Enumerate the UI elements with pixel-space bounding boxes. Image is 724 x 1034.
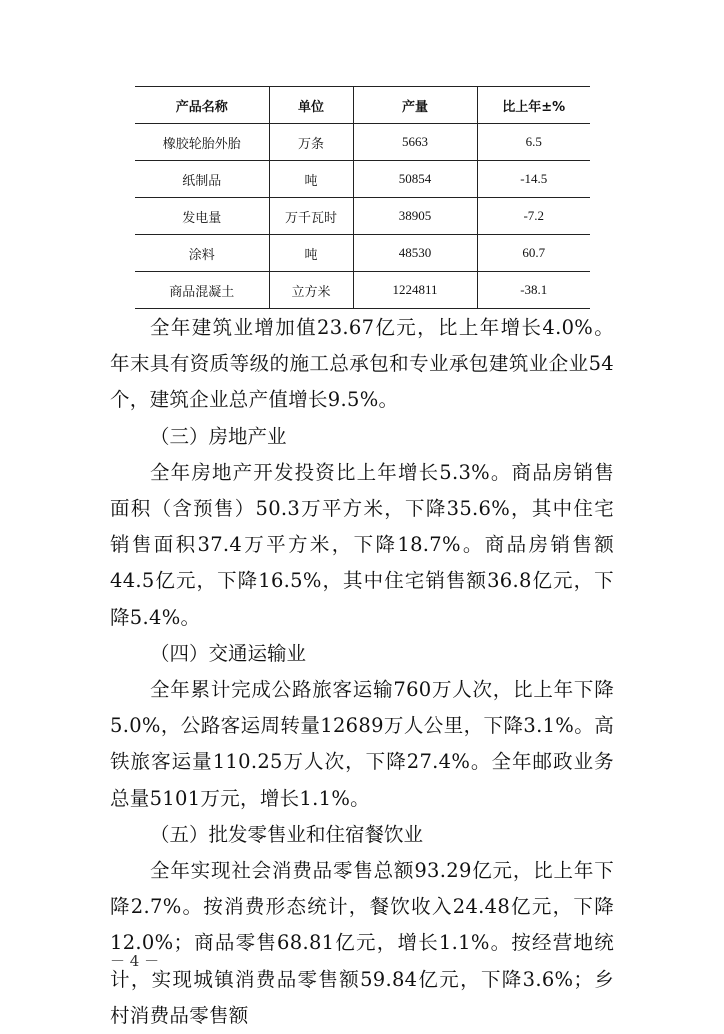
cell-change: 60.7	[477, 235, 590, 272]
cell-change: 6.5	[477, 124, 590, 161]
product-output-table	[135, 86, 590, 309]
retail-paragraph: 全年实现社会消费品零售总额93.29亿元，比上年下降2.7%。按消费形态统计，餐饮收入24.48亿元，下降12.0%；商品零售68.81亿元，增长1.1%。按经营地统计，实现城镇消费品零售额59.84亿元，下降3.6%；乡村消费品零售额	[110, 859, 614, 1027]
header-output: 产量	[353, 87, 477, 124]
cell-product: 纸制品	[135, 161, 269, 198]
product-output-table-container	[135, 86, 590, 309]
table-row	[135, 124, 590, 161]
cell-change: -38.1	[477, 272, 590, 309]
cell-unit: 万条	[269, 124, 353, 161]
table-row	[135, 272, 590, 309]
cell-output: 38905	[353, 198, 477, 235]
cell-change: -14.5	[477, 161, 590, 198]
document-body	[110, 310, 614, 1034]
cell-output: 48530	[353, 235, 477, 272]
cell-unit: 吨	[269, 161, 353, 198]
header-product-name: 产品名称	[135, 87, 269, 124]
cell-unit: 立方米	[269, 272, 353, 309]
table-header-row	[135, 87, 590, 124]
cell-change: -7.2	[477, 198, 590, 235]
header-change: 比上年±%	[477, 87, 590, 124]
transport-paragraph: 全年累计完成公路旅客运输760万人次，比上年下降5.0%，公路客运周转量12689万人公里，下降3.1%。高铁旅客运量110.25万人次，下降27.4%。全年邮政业务总量5101万元，增长1.1%。	[110, 678, 614, 810]
cell-product: 橡胶轮胎外胎	[135, 124, 269, 161]
cell-output: 50854	[353, 161, 477, 198]
retail-heading: （五）批发零售业和住宿餐饮业	[150, 822, 424, 846]
cell-output: 1224811	[353, 272, 477, 309]
cell-product: 涂料	[135, 235, 269, 272]
page-number: － 4 －	[110, 952, 160, 970]
real-estate-heading: （三）房地产业	[150, 424, 287, 448]
table-row	[135, 198, 590, 235]
cell-output: 5663	[353, 124, 477, 161]
cell-product: 发电量	[135, 198, 269, 235]
header-unit: 单位	[269, 87, 353, 124]
cell-unit: 万千瓦时	[269, 198, 353, 235]
real-estate-paragraph: 全年房地产开发投资比上年增长5.3%。商品房销售面积（含预售）50.3万平方米，下降35.6%，其中住宅销售面积37.4万平方米，下降18.7%。商品房销售额44.5亿元，下降16.5%，其中住宅销售额36.8亿元，下降5.4%。	[110, 460, 614, 629]
table-row	[135, 235, 590, 272]
cell-unit: 吨	[269, 235, 353, 272]
transport-heading: （四）交通运输业	[150, 641, 307, 665]
construction-paragraph: 全年建筑业增加值23.67亿元，比上年增长4.0%。年末具有资质等级的施工总承包和专业承包建筑业企业54个，建筑企业总产值增长9.5%。	[110, 316, 614, 412]
cell-product: 商品混凝土	[135, 272, 269, 309]
table-row	[135, 161, 590, 198]
